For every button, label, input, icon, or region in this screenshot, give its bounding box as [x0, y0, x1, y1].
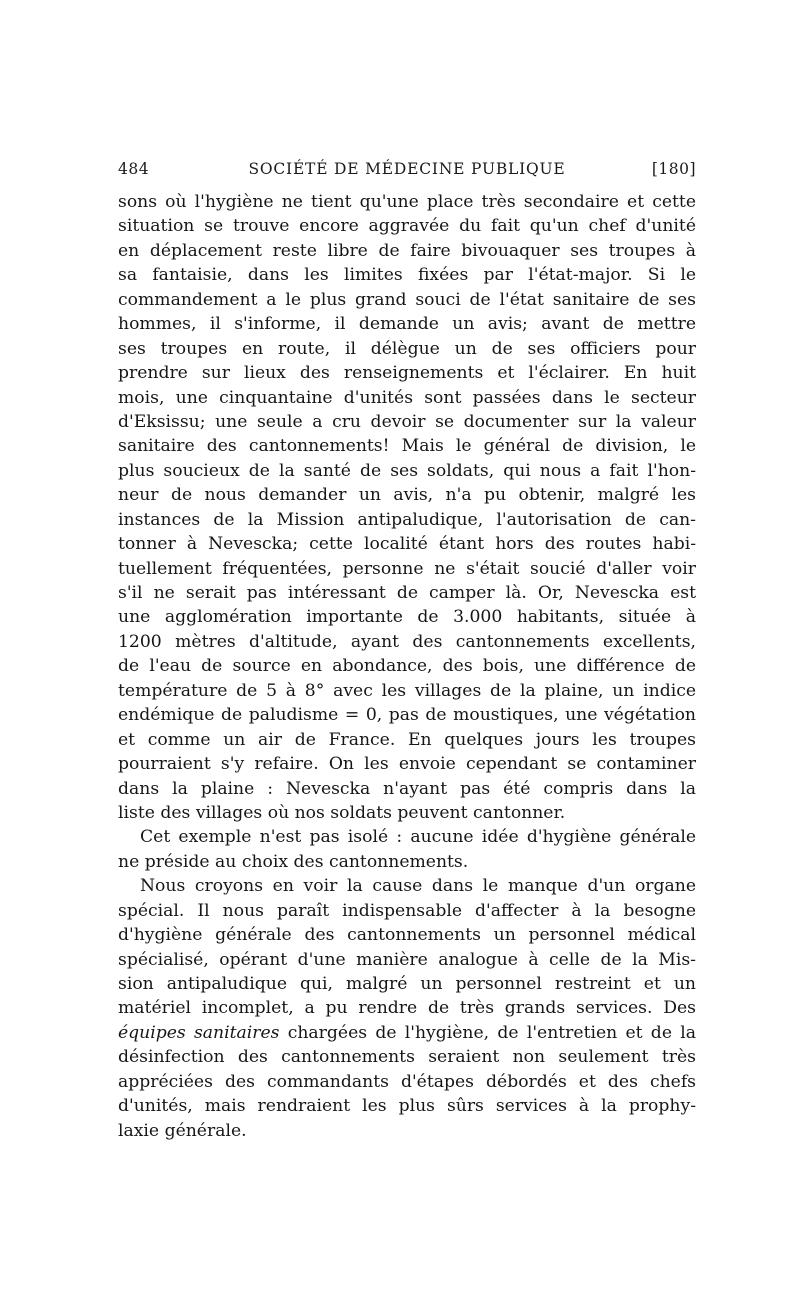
text-line: situation se trouve encore aggravée du fait qu'un chef d'unité [118, 216, 696, 237]
section-reference: [180] [651, 160, 696, 178]
emphasized-term: équipes sanitaires [118, 1022, 280, 1043]
text-line: ses troupes en route, il délègue un de ses officiers pour [118, 338, 696, 359]
text-line: instances de la Mission antipaludique, l'autorisation de can- [118, 509, 696, 530]
text-line: mois, une cinquantaine d'unités sont passées dans le secteur [118, 387, 696, 408]
text-span: chargées de l'hygiène, de l'entretien et de la [279, 1022, 696, 1043]
text-line: appréciées des commandants d'étapes débordés et des chefs [118, 1071, 696, 1092]
paragraph-example [118, 825, 696, 874]
text-line: hommes, il s'informe, il demande un avis; avant de mettre [118, 314, 696, 335]
text-line: commandement a le plus grand souci de l'état sanitaire de ses [118, 289, 696, 310]
running-header [118, 156, 696, 182]
page-body [118, 190, 696, 1143]
text-line: sanitaire des cantonnements! Mais le général de division, le [118, 436, 696, 457]
running-title: SOCIÉTÉ DE MÉDECINE PUBLIQUE [248, 160, 566, 178]
text-line: tuellement fréquentées, personne ne s'était soucié d'aller voir [118, 558, 696, 579]
text-line: matériel incomplet, a pu rendre de très grands services. Des [118, 998, 696, 1019]
text-line: une agglomération importante de 3.000 habitants, située à [118, 607, 696, 628]
text-line: plus soucieux de la santé de ses soldats, qui nous a fait l'hon- [118, 460, 696, 481]
text-line: d'Eksissu; une seule a cru devoir se documenter sur la valeur [118, 411, 696, 432]
text-line: dans la plaine : Nevescka n'ayant pas été compris dans la [118, 778, 696, 799]
text-line: laxie générale. [118, 1120, 247, 1141]
text-line: liste des villages où nos soldats peuvent cantonner. [118, 802, 566, 823]
text-line: en déplacement reste libre de faire bivouaquer ses troupes à [118, 240, 696, 261]
text-line: spécial. Il nous paraît indispensable d'affecter à la besogne [118, 900, 696, 921]
text-line: prendre sur lieux des renseignements et l'éclairer. En huit [118, 363, 696, 384]
page-number: 484 [118, 160, 150, 178]
text-line: sion antipaludique qui, malgré un personnel restreint et un [118, 974, 696, 994]
text-line: 1200 mètres d'altitude, ayant des cantonnements excellents, [118, 631, 696, 652]
text-line: s'il ne serait pas intéressant de camper là. Or, Nevescka est [118, 583, 696, 603]
paragraph-proposal [118, 874, 696, 1143]
text-line: ne préside au choix des cantonnements. [118, 851, 469, 872]
text-line: sa fantaisie, dans les limites fixées par l'état-major. Si le [118, 265, 696, 286]
text-line: d'unités, mais rendraient les plus sûrs services à la prophy- [118, 1096, 696, 1117]
text-line: température de 5 à 8° avec les villages de la plaine, un indice [118, 680, 696, 701]
text-line: endémique de paludisme = 0, pas de moustiques, une végétation [118, 705, 696, 726]
text-line: désinfection des cantonnements seraient non seulement très [118, 1047, 696, 1068]
text-line: Nous croyons en voir la cause dans le manque d'un organe [140, 876, 696, 897]
text-line: de l'eau de source en abondance, des bois, une différence de [118, 656, 696, 677]
text-line: spécialisé, opérant d'une manière analogue à celle de la Mis- [118, 949, 696, 970]
text-line-with-emphasis [118, 1021, 696, 1045]
text-line: Cet exemple n'est pas isolé : aucune idée d'hygiène générale [140, 827, 696, 848]
text-line: et comme un air de France. En quelques jours les troupes [118, 729, 696, 750]
text-line: pourraient s'y refaire. On les envoie cependant se contaminer [118, 754, 696, 775]
text-line: d'hygiène générale des cantonnements un personnel médical [118, 925, 696, 946]
text-line: neur de nous demander un avis, n'a pu obtenir, malgré les [118, 485, 696, 506]
text-line: sons où l'hygiène ne tient qu'une place très secondaire et cette [118, 192, 696, 212]
text-line: tonner à Nevescka; cette localité étant hors des routes habi- [118, 534, 696, 555]
paragraph-continuation [118, 190, 696, 825]
